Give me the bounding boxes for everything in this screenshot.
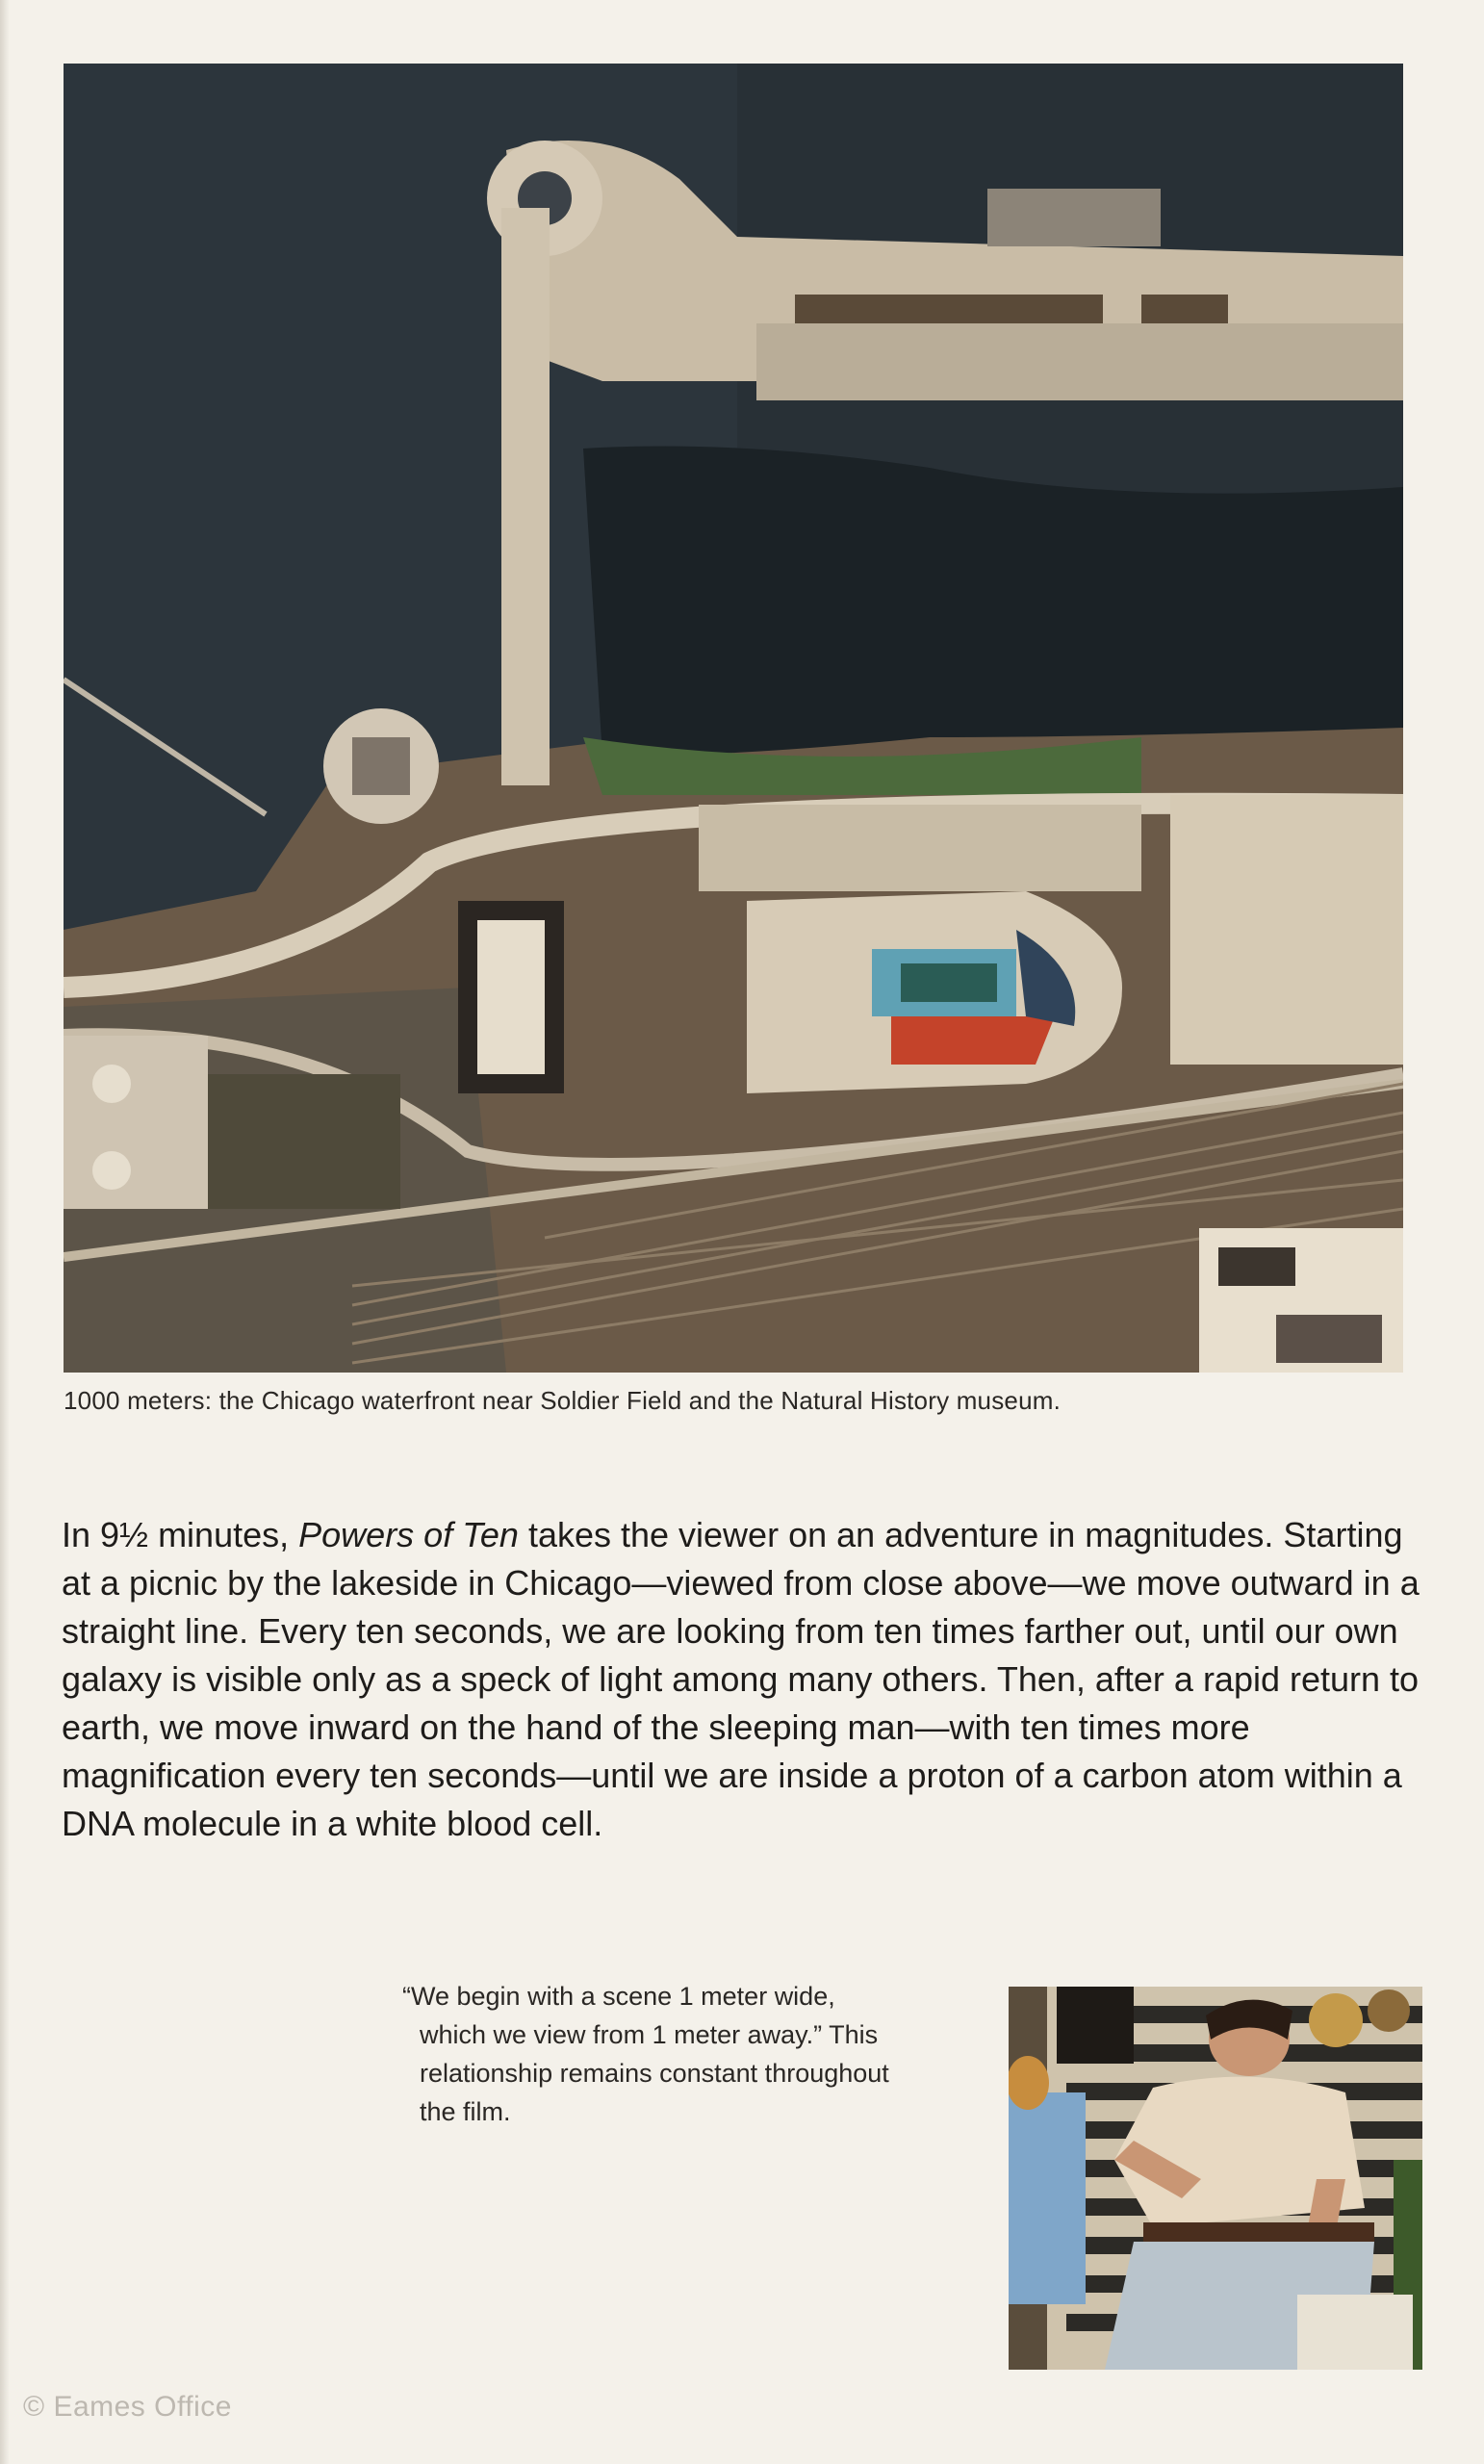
main-paragraph-part1: In 9½ minutes, xyxy=(62,1515,299,1554)
quote-line-4: the film. xyxy=(420,2097,511,2126)
quote-line-3: relationship remains constant throughout xyxy=(420,2059,889,2088)
picnic-photo-illustration xyxy=(1009,1987,1422,2370)
page-edge-shadow xyxy=(0,0,10,2464)
quote-line-2: which we view from 1 meter away.” This xyxy=(420,2020,879,2049)
main-paragraph xyxy=(62,1511,1428,1848)
aerial-photo-caption: 1000 meters: the Chicago waterfront near Soldier Field and the Natural History museum. xyxy=(64,1386,1062,1415)
quote-line-1: “We begin with a scene 1 meter wide, xyxy=(402,1982,835,2011)
film-quote xyxy=(402,1977,980,2131)
aerial-photo-chicago-waterfront xyxy=(64,64,1403,1373)
main-paragraph-part2: takes the viewer on an adventure in magnitudes. Starting at a picnic by the lakeside in Chicago—viewed from close above—we move outward in a straight line. Every ten seconds, we are looking from ten times farther out, until our own galaxy is visible only as a speck of light among many others. Then, after a rapid return to earth, we move inward on the hand of the sleeping man—with ten times more magnification every ten seconds—until we are inside a proton of a carbon atom within a DNA molecule in a white blood cell. xyxy=(62,1515,1420,1843)
copyright-credit: © Eames Office xyxy=(23,2391,232,2423)
picnic-photo xyxy=(1009,1987,1422,2370)
film-title: Powers of Ten xyxy=(298,1515,519,1554)
aerial-photo-illustration xyxy=(64,64,1403,1373)
